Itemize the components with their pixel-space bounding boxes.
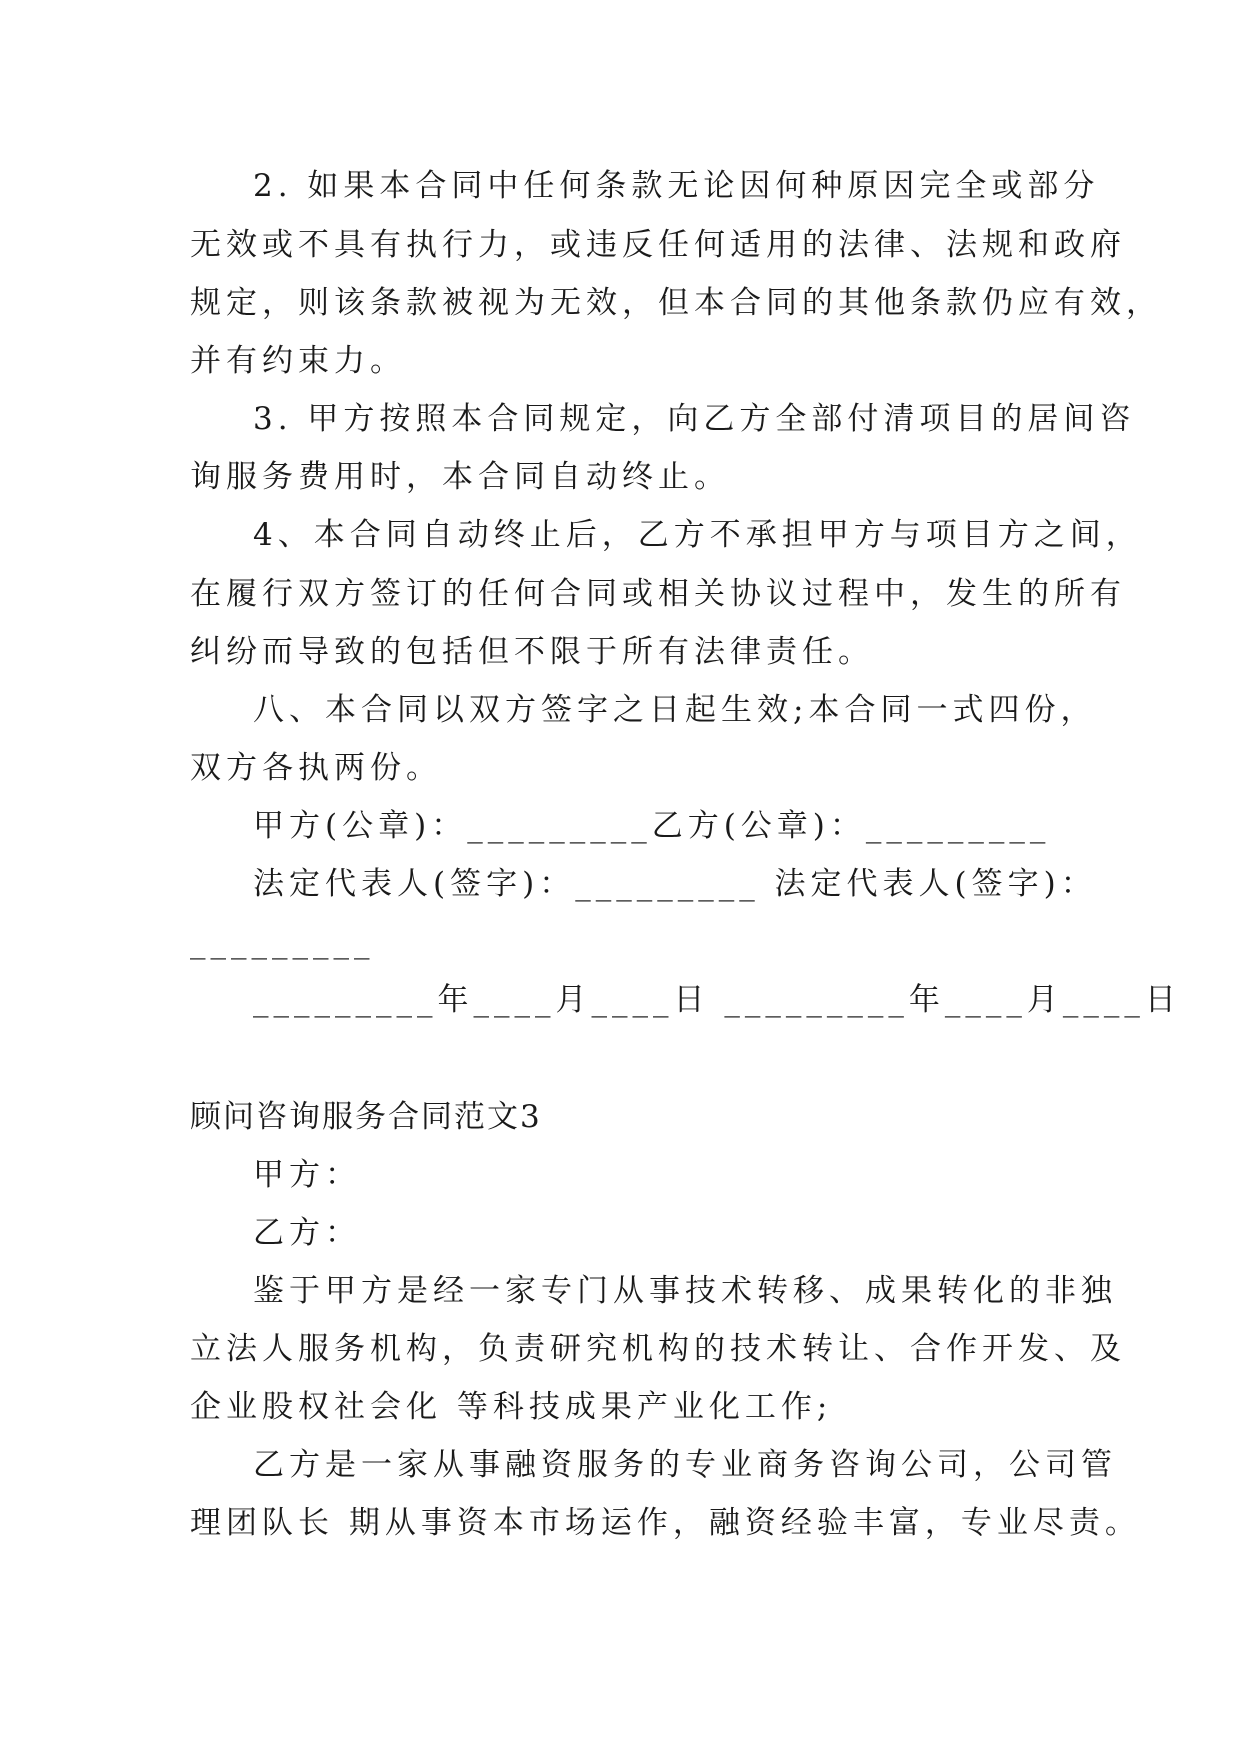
party-a-label: 甲方： bbox=[253, 1157, 361, 1193]
clause-4-line-3: 纠纷而导致的包括但不限于所有法律责任。 bbox=[190, 634, 874, 670]
party-b-label: 乙方： bbox=[253, 1215, 361, 1251]
clause-2-line-2: 无效或不具有执行力，或违反任何适用的法律、法规和政府 bbox=[190, 227, 1126, 263]
representative-line: 法定代表人(签字)：_________ 法定代表人(签字)： bbox=[253, 866, 1097, 902]
clause-8-line-1: 八、本合同以双方签字之日起生效;本合同一式四份， bbox=[253, 692, 1097, 728]
date-line: _________年____月____日 _________年____月____日 bbox=[253, 982, 1181, 1018]
recital-1-line-2: 立法人服务机构，负责研究机构的技术转让、合作开发、及 bbox=[190, 1331, 1126, 1367]
recital-2-line-1: 乙方是一家从事融资服务的专业商务咨询公司，公司管 bbox=[253, 1447, 1117, 1483]
clause-2-line-3: 规定，则该条款被视为无效，但本合同的其他条款仍应有效， bbox=[190, 285, 1162, 321]
clause-2-line-1: 2. 如果本合同中任何条款无论因何种原因完全或部分 bbox=[253, 168, 1100, 204]
clause-2-line-4: 并有约束力。 bbox=[190, 343, 406, 379]
clause-4-line-2: 在履行双方签订的任何合同或相关协议过程中，发生的所有 bbox=[190, 576, 1126, 612]
recital-2-line-2: 理团队长 期从事资本市场运作，融资经验丰富，专业尽责。 bbox=[190, 1505, 1141, 1541]
clause-8-line-2: 双方各执两份。 bbox=[190, 750, 442, 786]
seal-line: 甲方(公章)：_________乙方(公章)：_________ bbox=[253, 808, 1051, 844]
clause-4-line-1: 4、本合同自动终止后，乙方不承担甲方与项目方之间， bbox=[253, 517, 1142, 553]
recital-1-line-1: 鉴于甲方是经一家专门从事技术转移、成果转化的非独 bbox=[253, 1273, 1117, 1309]
representative-line-continued: _________ bbox=[190, 924, 375, 960]
section-title: 顾问咨询服务合同范文3 bbox=[190, 1099, 542, 1135]
recital-1-line-3: 企业股权社会化 等科技成果产业化工作; bbox=[190, 1389, 833, 1425]
clause-3-line-2: 询服务费用时，本合同自动终止。 bbox=[190, 459, 730, 495]
clause-3-line-1: 3. 甲方按照本合同规定，向乙方全部付清项目的居间咨 bbox=[253, 401, 1136, 437]
